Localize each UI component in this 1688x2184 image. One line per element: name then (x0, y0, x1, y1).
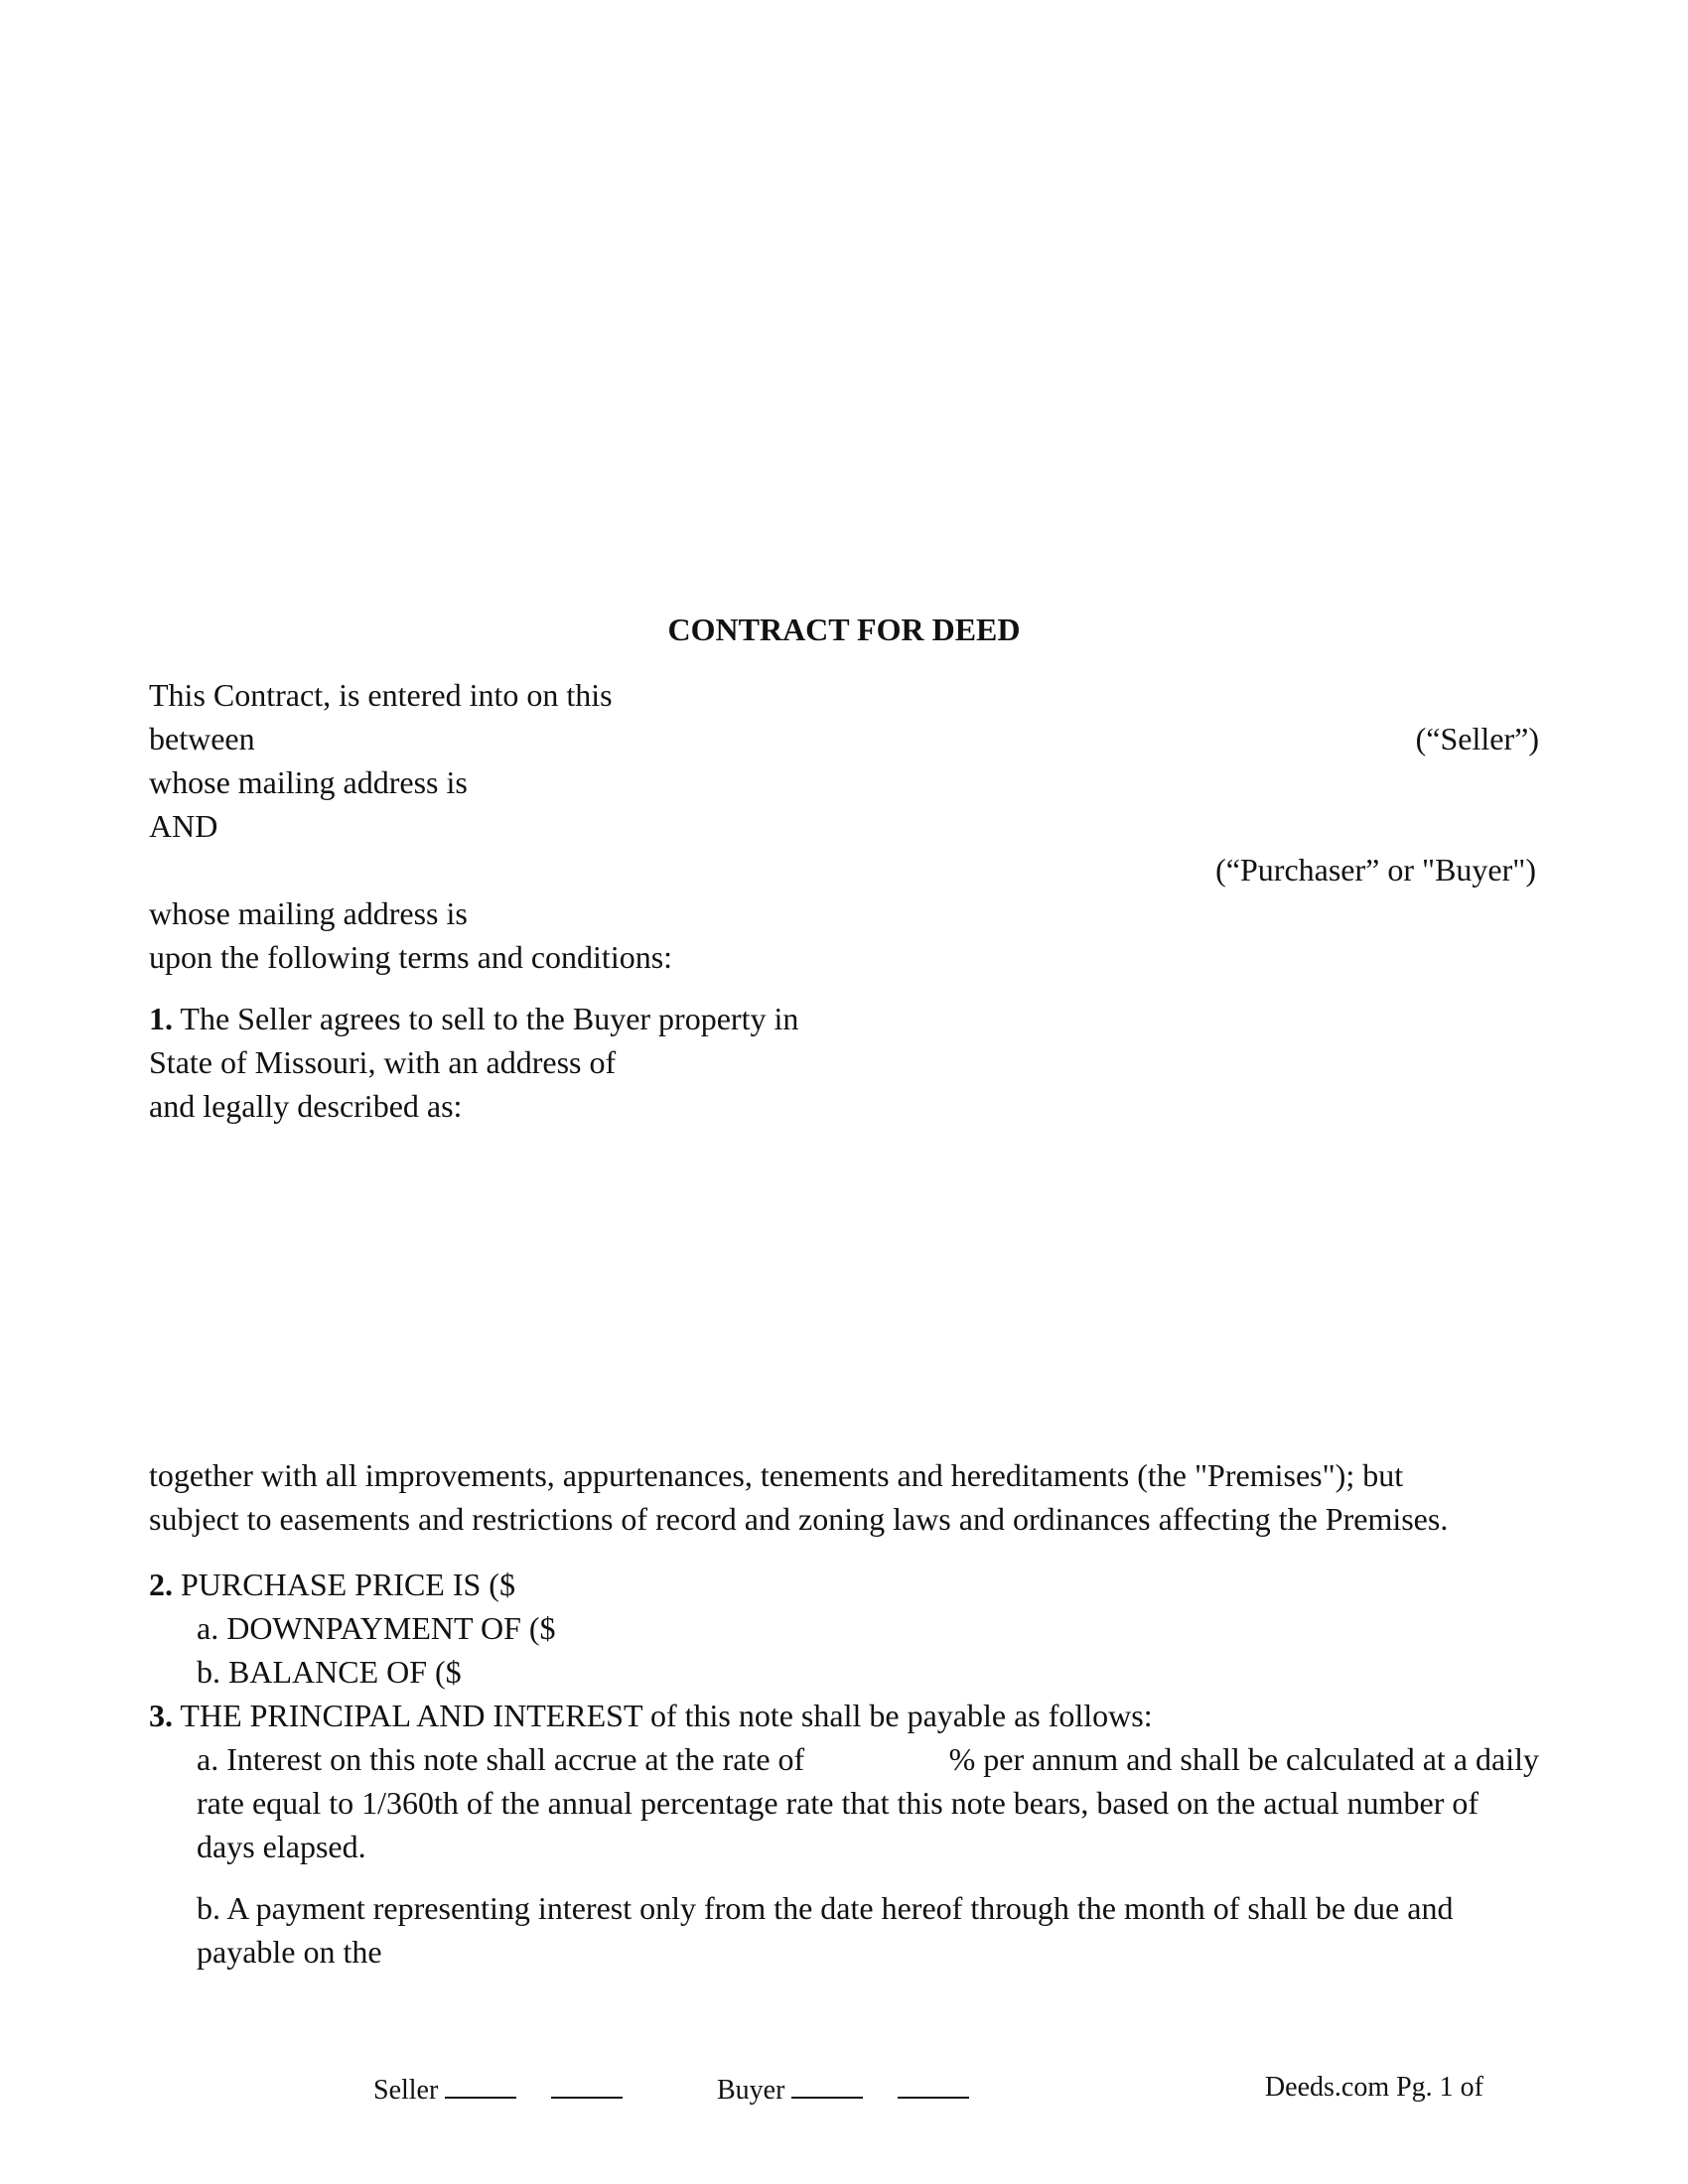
seller-initial-blank-1[interactable] (445, 2071, 516, 2099)
purchaser-tag: (“Purchaser” or "Buyer") (1215, 852, 1536, 887)
footer-buyer-initials (717, 2071, 969, 2108)
page-title: CONTRACT FOR DEED (667, 612, 1021, 647)
seller-tag: (“Seller”) (1415, 721, 1539, 756)
intro-and: AND (149, 808, 218, 844)
section-2-line (149, 1565, 515, 1604)
seller-initial-blank-2[interactable] (551, 2071, 623, 2099)
section-1-text: The Seller agrees to sell to the Buyer property in (173, 1001, 799, 1036)
intro-between: between (149, 721, 255, 756)
section-1-number: 1. (149, 1001, 173, 1036)
interest-payment-line-1: b. A payment representing interest only from the date hereof through the month of shall be due and (197, 1890, 1454, 1926)
footer-seller-label: Seller (373, 2075, 439, 2106)
intro-entered: This Contract, is entered into on this (149, 677, 613, 713)
interest-rate-line-a: a. Interest on this note shall accrue at the rate of (197, 1741, 805, 1777)
interest-rate-line-2: rate equal to 1/360th of the annual percentage rate that this note bears, based on the actual number of (197, 1785, 1479, 1821)
buyer-initial-blank-2[interactable] (898, 2071, 969, 2099)
section-1-line-2: State of Missouri, with an address of (149, 1044, 617, 1080)
section-3-text: THE PRINCIPAL AND INTEREST of this note shall be payable as follows: (173, 1698, 1153, 1733)
terms-line: upon the following terms and conditions: (149, 939, 673, 975)
balance-line: b. BALANCE OF ($ (197, 1654, 462, 1690)
interest-rate-line-3: days elapsed. (197, 1829, 366, 1864)
footer-seller-initials (373, 2071, 623, 2108)
premises-line-1: together with all improvements, appurtenances, tenements and hereditaments (the "Premises"); but (149, 1457, 1404, 1493)
premises-line-2: subject to easements and restrictions of record and zoning laws and ordinances affecting the Premises. (149, 1501, 1449, 1537)
section-1-line-3: and legally described as: (149, 1088, 463, 1124)
purchaser-address-label: whose mailing address is (149, 895, 468, 931)
interest-rate-line-b: % per annum and shall be calculated at a daily (948, 1741, 1539, 1777)
section-3-line (149, 1696, 1153, 1735)
section-3-number: 3. (149, 1698, 173, 1733)
interest-payment-line-2: payable on the (197, 1934, 382, 1970)
seller-address-label: whose mailing address is (149, 764, 468, 800)
section-2-text: PURCHASE PRICE IS ($ (173, 1567, 515, 1602)
footer-buyer-label: Buyer (717, 2075, 785, 2106)
downpayment-line: a. DOWNPAYMENT OF ($ (197, 1610, 556, 1646)
section-2-number: 2. (149, 1567, 173, 1602)
footer-page-number: Deeds.com Pg. 1 of (1264, 2072, 1483, 2103)
section-1-line-1 (149, 999, 798, 1038)
buyer-initial-blank-1[interactable] (791, 2071, 863, 2099)
